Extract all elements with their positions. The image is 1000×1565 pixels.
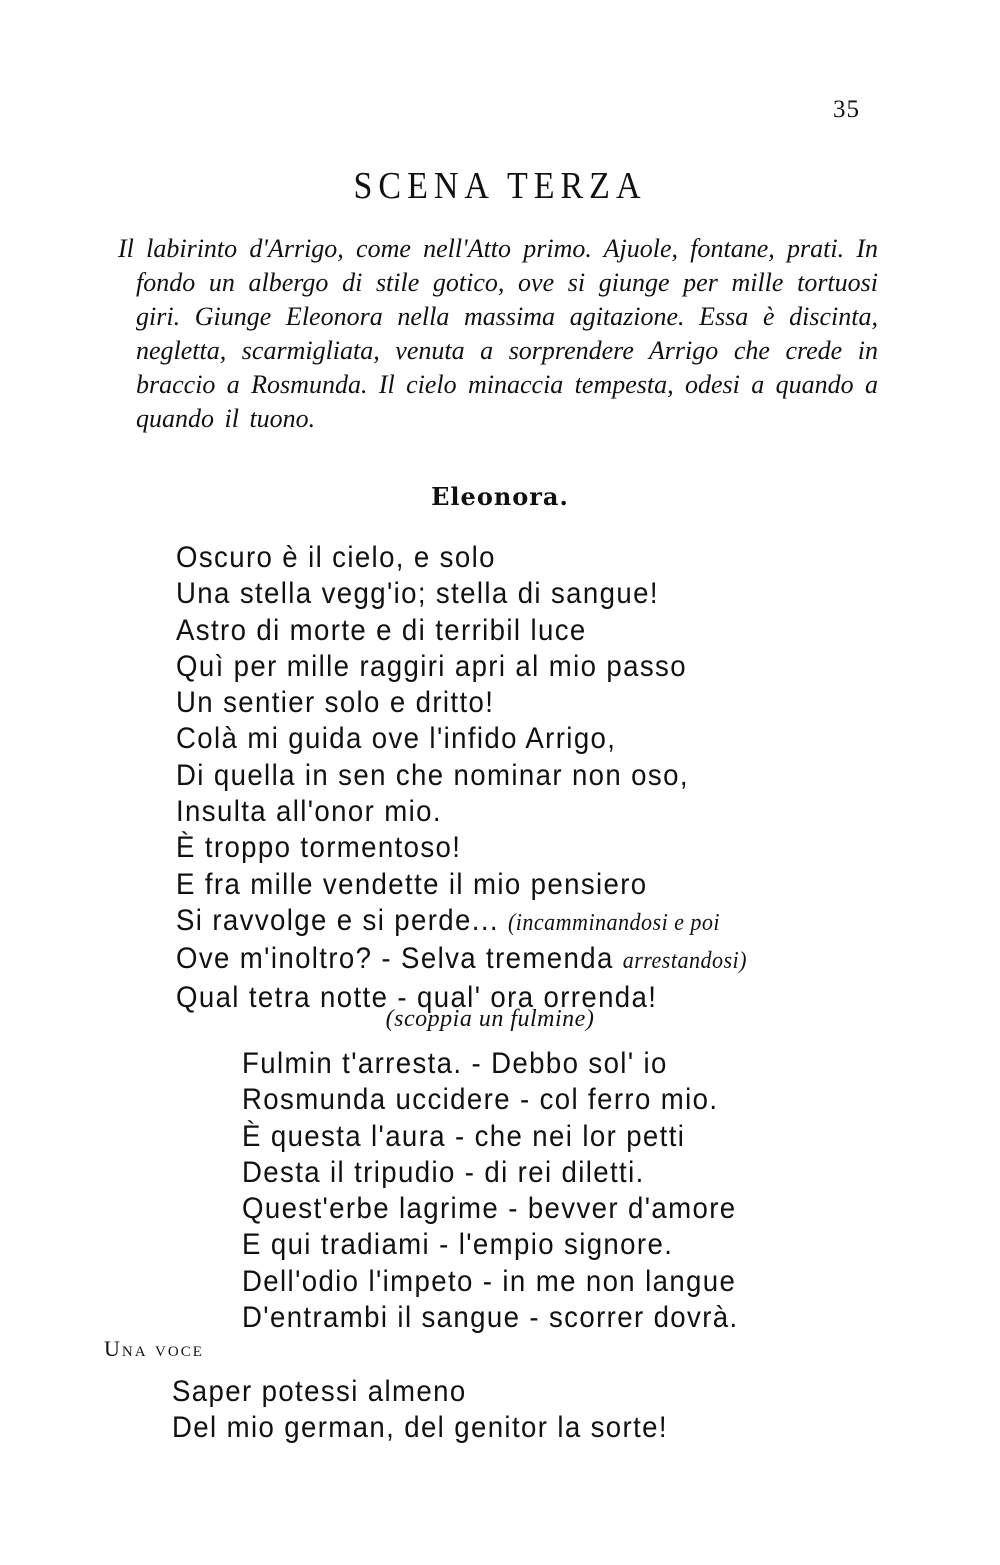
verse-line: E qui tradiami - l'empio signore. — [242, 1228, 674, 1262]
verse-line: Saper potessi almeno — [172, 1375, 467, 1408]
page-number: 35 — [833, 96, 860, 123]
stage-direction-lightning: (scoppia un fulmine) — [385, 1006, 595, 1032]
verse-line: Astro di morte e di terribil luce — [176, 613, 587, 647]
verse-line-with-direction — [176, 903, 747, 941]
verse-line: Del mio german, del genitor la sorte! — [172, 1411, 668, 1445]
inline-stage-direction: arrestandosi) — [622, 948, 747, 975]
verse-line: Una stella vegg'io; stella di sangue! — [176, 577, 659, 611]
verse-line: Quest'erbe lagrime - bevver d'amore — [242, 1192, 737, 1226]
verse-block-eleonora-2 — [242, 1046, 739, 1336]
verse-line: D'entrambi il sangue - scorrer dovrà. — [242, 1301, 739, 1335]
verse-line: Oscuro è il cielo, e solo — [176, 541, 496, 574]
stage-direction: Il labirinto d'Arrigo, come nell'Atto primo. Ajuole, fontane, prati. In fondo un albergo di stile gotico, ove si giunge per mille tortuosi giri. Giunge Eleonora nella massima agitazione. Essa è discinta, negletta, scarmigliata, venuta a sorprendere Arrigo che crede in braccio a Rosmunda. Il cielo minaccia tempesta, odesi a quando a quando il tuono. — [118, 234, 878, 433]
inline-stage-direction: (incamminandosi e poi — [507, 909, 721, 936]
verse-line: Quì per mille raggiri apri al mio passo — [176, 649, 687, 683]
verse-line-with-direction — [176, 941, 747, 979]
verse-text: Ove m'inoltro? - Selva tremenda — [176, 942, 614, 976]
verse-line: Un sentier solo e dritto! — [176, 686, 495, 720]
verse-line: È troppo tormentoso! — [176, 831, 462, 865]
verse-block-eleonora-1 — [176, 540, 747, 1016]
verse-line: Insulta all'onor mio. — [176, 795, 442, 829]
scene-title: SCENA TERZA — [353, 165, 647, 208]
verse-line: Qual tetra notte - qual' ora orrenda! — [176, 980, 658, 1014]
speaker-una-voce: Una voce — [104, 1336, 204, 1361]
verse-line: E fra mille vendette il mio pensiero — [176, 867, 648, 901]
verse-line: Fulmin t'arresta. - Debbo sol' io — [242, 1047, 668, 1080]
verse-line: Rosmunda uccidere - col ferro mio. — [242, 1083, 719, 1117]
verse-line: Desta il tripudio - di rei diletti. — [242, 1155, 645, 1189]
verse-block-voce — [172, 1336, 668, 1447]
verse-line: Colà mi guida ove l'infido Arrigo, — [176, 722, 617, 756]
verse-text: Si ravvolge e si perde... — [176, 903, 499, 937]
verse-line: È questa l'aura - che nei lor petti — [242, 1119, 686, 1153]
verse-line: Di quella in sen che nominar non oso, — [176, 758, 689, 792]
verse-line: Dell'odio l'impeto - in me non langue — [242, 1264, 737, 1298]
speaker-eleonora: Eleonora. — [431, 482, 569, 511]
